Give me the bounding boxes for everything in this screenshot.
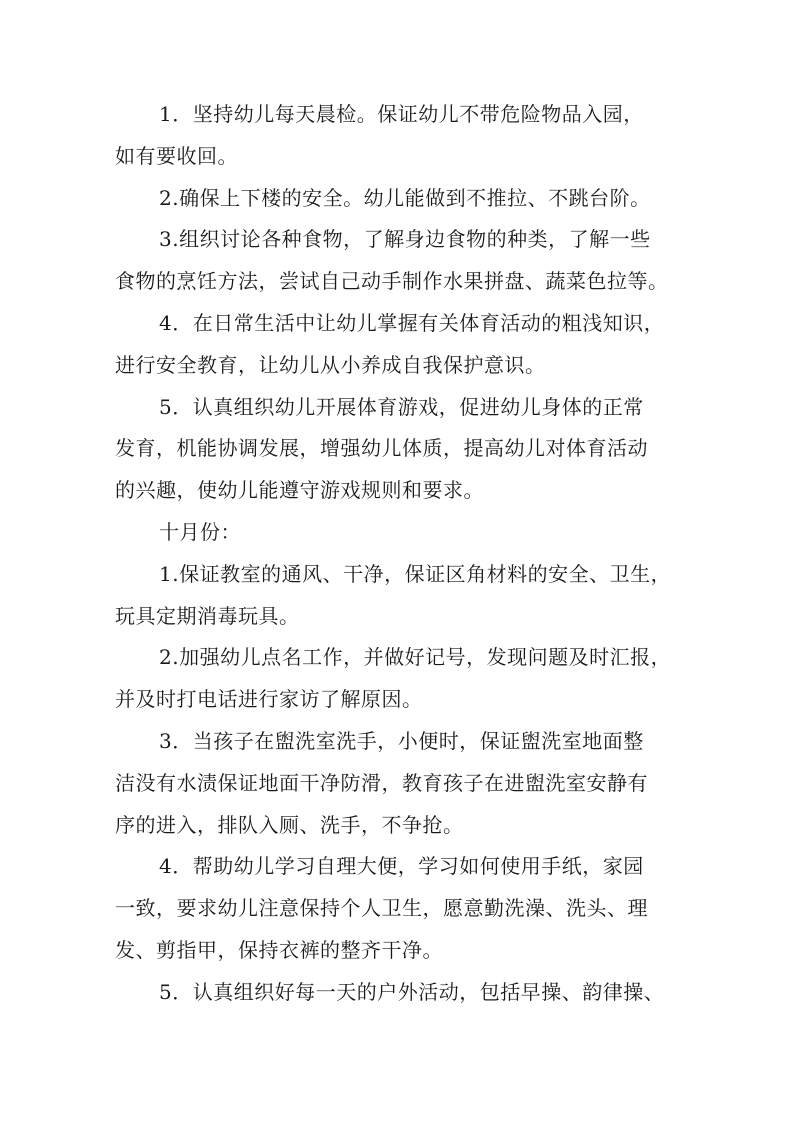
paragraph-line: 进行安全教育，让幼儿从小养成自我保护意识。 (115, 352, 546, 377)
paragraph-line: 的兴趣，使幼儿能遵守游戏规则和要求。 (115, 478, 484, 503)
paragraph-line: 2.加强幼儿点名工作，并做好记号，发现问题及时汇报， (159, 645, 672, 670)
paragraph-line: 4．帮助幼儿学习自理大便，学习如何使用手纸，家园 (159, 854, 644, 879)
paragraph-line: 5．认真组织幼儿开展体育游戏，促进幼儿身体的正常 (159, 394, 644, 419)
paragraph-line: 1．坚持幼儿每天晨检。保证幼儿不带危险物品入园， (159, 102, 644, 126)
document-body (115, 94, 695, 1014)
paragraph-line: 2.确保上下楼的安全。幼儿能做到不推拉、不跳台阶。 (159, 185, 651, 210)
paragraph-line: 发、剪指甲，保持衣裤的整齐干净。 (115, 937, 443, 962)
section-heading: 十月份： (159, 519, 241, 544)
paragraph-line: 一致，要求幼儿注意保持个人卫生，愿意勤洗澡、洗头、理 (115, 896, 648, 921)
paragraph-line: 3．当孩子在盥洗室洗手，小便时，保证盥洗室地面整 (159, 728, 644, 753)
paragraph-line: 并及时打电话进行家访了解原因。 (115, 687, 423, 712)
paragraph-line: 3.组织讨论各种食物，了解身边食物的种类，了解一些 (159, 227, 651, 252)
paragraph-line: 发育，机能协调发展，增强幼儿体质，提高幼儿对体育活动 (115, 436, 648, 461)
paragraph-line: 5．认真组织好每一天的户外活动，包括早操、韵律操、 (159, 979, 665, 1004)
paragraph-line: 如有要收回。 (115, 143, 238, 168)
paragraph-line: 玩具定期消毒玩具。 (115, 603, 300, 628)
paragraph-line: 1.保证教室的通风、干净，保证区角材料的安全、卫生， (159, 561, 672, 586)
paragraph-line: 序的进入，排队入厕、洗手，不争抢。 (115, 812, 464, 837)
paragraph-line: 食物的烹饪方法，尝试自己动手制作水果拼盘、蔬菜色拉等。 (115, 269, 669, 294)
paragraph-line: 4．在日常生活中让幼儿掌握有关体育活动的粗浅知识， (159, 310, 665, 335)
paragraph-line: 洁没有水渍保证地面干净防滑，教育孩子在进盥洗室安静有 (115, 770, 648, 795)
